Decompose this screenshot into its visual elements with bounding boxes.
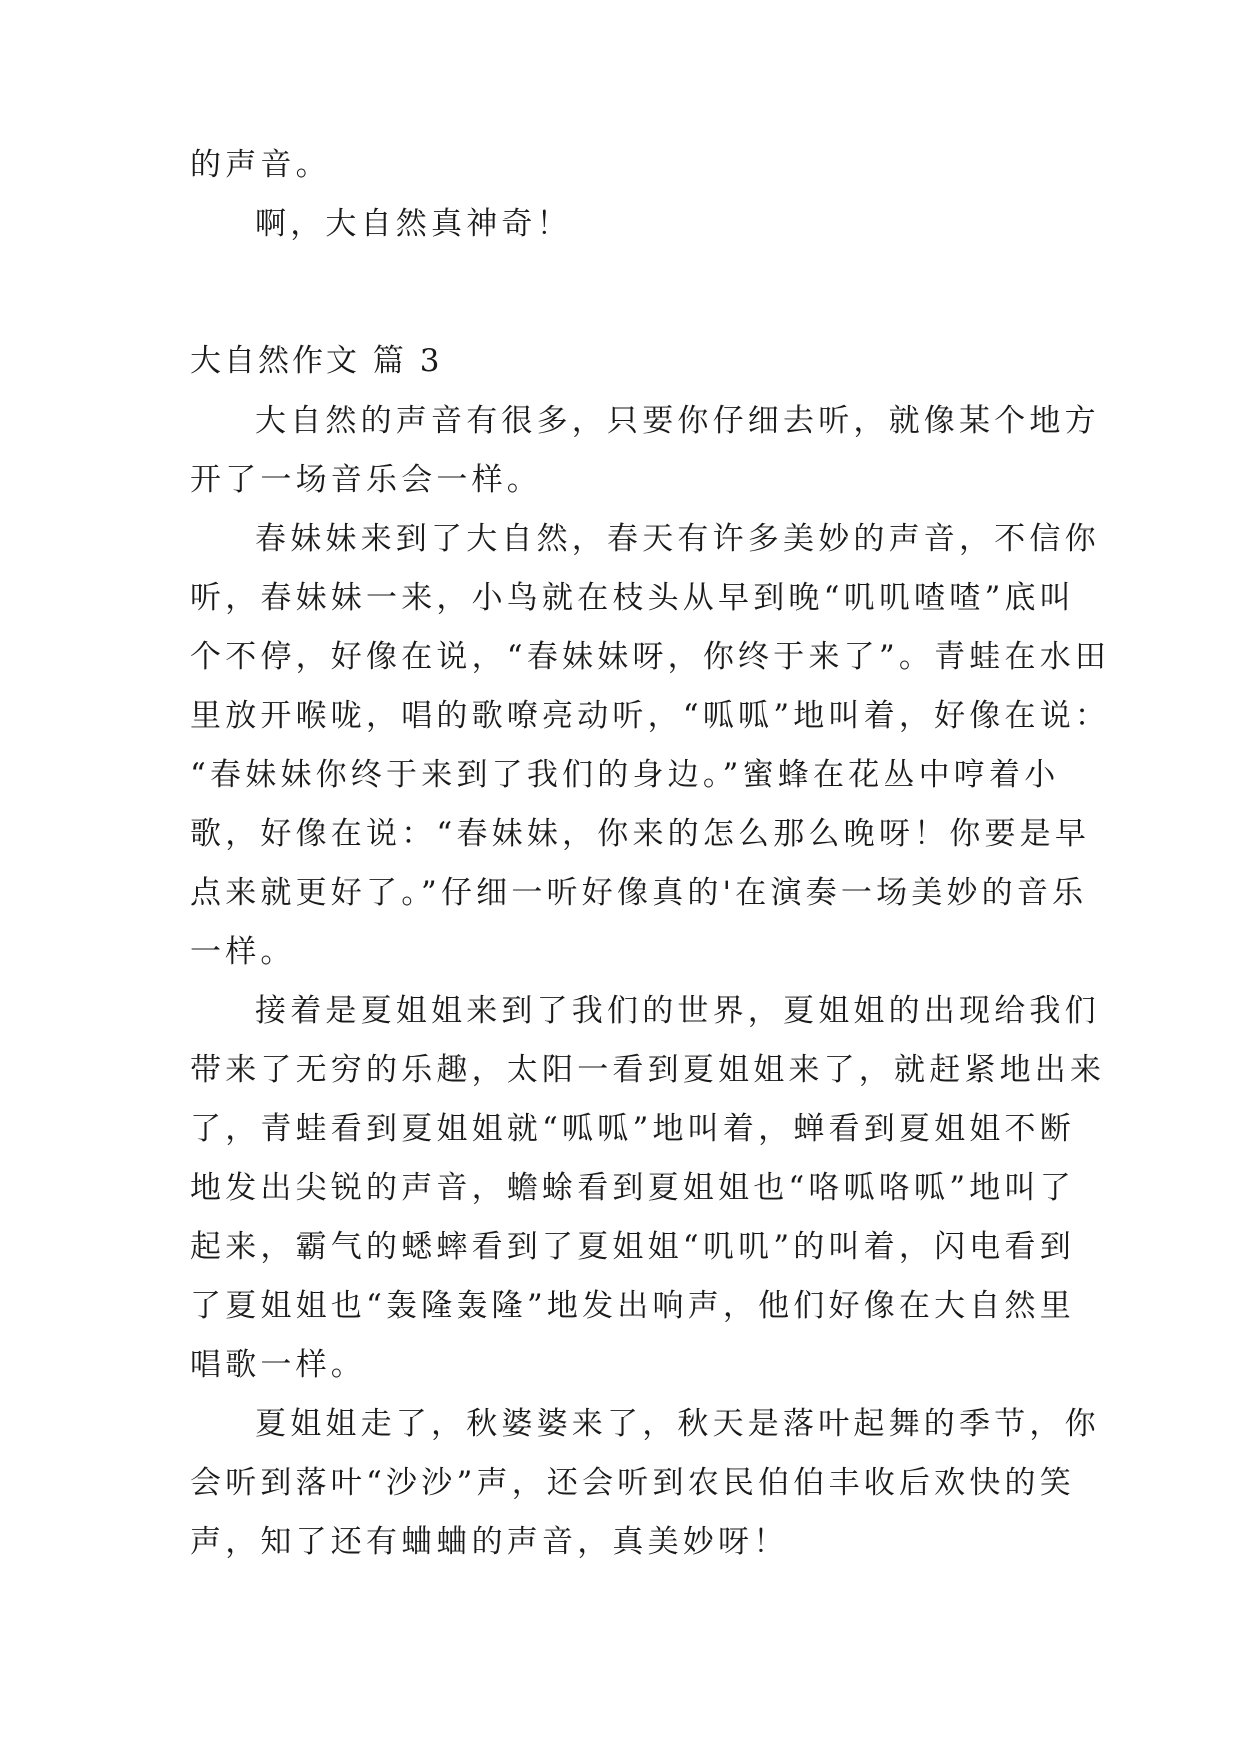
text-line: “春妹妹你终于来到了我们的身边。”蜜蜂在花丛中哼着小 bbox=[190, 757, 1060, 793]
text-line: 夏姐姐走了，秋婆婆来了，秋天是落叶起舞的季节，你 bbox=[255, 1406, 1100, 1442]
text-line: 的声音。 bbox=[190, 147, 331, 183]
text-line: 了夏姐姐也“轰隆轰隆”地发出响声，他们好像在大自然里 bbox=[190, 1288, 1075, 1324]
text-line: 起来，霸气的蟋蟀看到了夏姐姐“叽叽”的叫着，闪电看到 bbox=[190, 1229, 1075, 1265]
text-line: 会听到落叶“沙沙”声，还会听到农民伯伯丰收后欢快的笑 bbox=[190, 1465, 1075, 1501]
text-line: 听，春妹妹一来，小鸟就在枝头从早到晚“叽叽喳喳”底叫 bbox=[190, 580, 1075, 616]
text-line: 个不停，好像在说，“春妹妹呀，你终于来了”。青蛙在水田 bbox=[190, 639, 1111, 675]
text-line: 带来了无穷的乐趣，太阳一看到夏姐姐来了，就赶紧地出来 bbox=[190, 1052, 1106, 1088]
text-line: 唱歌一样。 bbox=[190, 1347, 366, 1383]
text-line: 点来就更好了。”仔细一听好像真的'在演奏一场美妙的音乐 bbox=[190, 875, 1088, 911]
text-line: 一样。 bbox=[190, 934, 296, 970]
text-line: 接着是夏姐姐来到了我们的世界，夏姐姐的出现给我们 bbox=[255, 993, 1100, 1029]
text-line: 地发出尖锐的声音，蟾蜍看到夏姐姐也“咯呱咯呱”地叫了 bbox=[190, 1170, 1075, 1206]
text-line: 歌，好像在说：“春妹妹，你来的怎么那么晚呀！你要是早 bbox=[190, 816, 1091, 852]
text-line: 春妹妹来到了大自然，春天有许多美妙的声音，不信你 bbox=[255, 521, 1100, 557]
text-line: 声，知了还有蛐蛐的声音，真美妙呀！ bbox=[190, 1524, 789, 1560]
text-line: 开了一场音乐会一样。 bbox=[190, 462, 542, 498]
section-heading: 大自然作文 篇 3 bbox=[190, 343, 443, 379]
text-line: 里放开喉咙，唱的歌嘹亮动听，“呱呱”地叫着，好像在说： bbox=[190, 698, 1111, 734]
text-line: 大自然的声音有很多，只要你仔细去听，就像某个地方 bbox=[255, 403, 1100, 439]
text-line: 了，青蛙看到夏姐姐就“呱呱”地叫着，蝉看到夏姐姐不断 bbox=[190, 1111, 1075, 1147]
text-line: 啊，大自然真神奇！ bbox=[255, 206, 572, 242]
